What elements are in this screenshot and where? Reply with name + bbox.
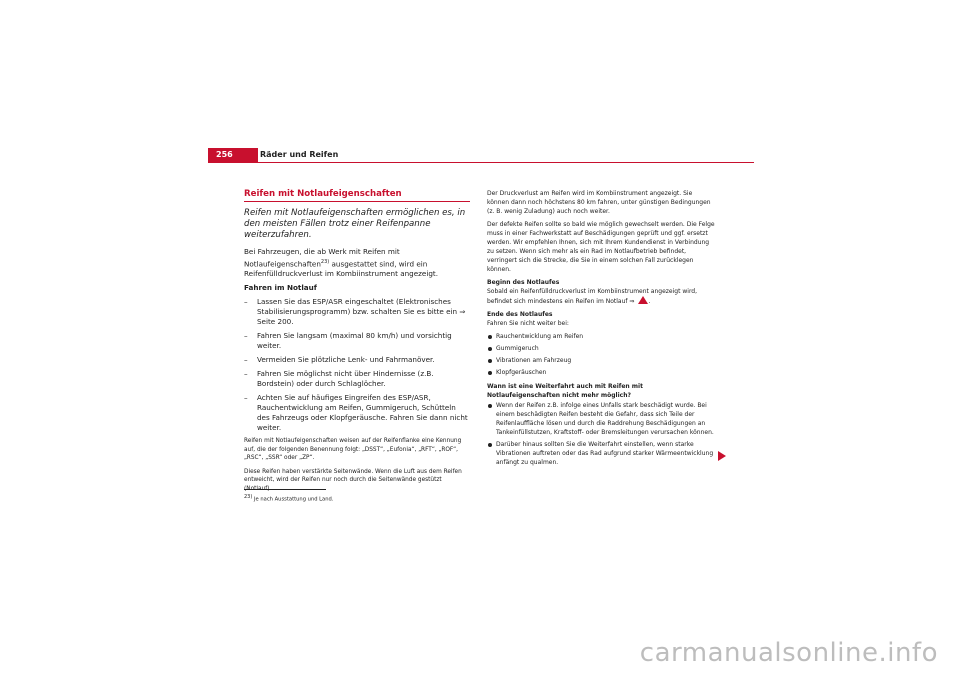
list-item: – Vermeiden Sie plötzliche Lenk- und Fahrmanöver. [244, 355, 470, 365]
warning-icon [638, 296, 648, 304]
note-paragraph: Diese Reifen haben verstärkte Seitenwände. Wenn die Luft aus dem Reifen entweicht, wird der Reifen nur noch durch die Seitenwände gestützt [244, 468, 462, 484]
chapter-title: Räder und Reifen [260, 150, 339, 159]
header-rule [208, 162, 754, 163]
list-item: Gummigeruch [487, 344, 715, 353]
list-item: – Lassen Sie das ESP/ASR eingeschaltet (Elektronisches Stabilisierungsprogramm) bzw. schalten Sie es bitte ein ⇒ Seite 200. [244, 297, 470, 327]
section-title: Reifen mit Notlaufeigenschaften [244, 189, 402, 199]
list-item: Rauchentwicklung am Reifen [487, 332, 715, 341]
list-item: – Fahren Sie möglichst nicht über Hindernisse (z.B. Bordstein) oder durch Schlaglöcher. [244, 369, 470, 389]
title-rule [244, 201, 470, 202]
list-item: Klopfgeräuschen [487, 368, 715, 377]
paragraph: Sobald ein Reifenfülldruckverlust im Kombiinstrument angezeigt wird, befindet sich mindestens ein Reifen im Notlauf ⇒ . [487, 288, 698, 305]
bullet-list-2 [487, 401, 715, 467]
continue-arrow-icon [718, 451, 726, 461]
note-paragraph: Reifen mit Notlaufeigenschaften weisen auf der Reifenflanke eine Kennung auf, die der folgenden Benennung folgt: „DSST“, „Eufonia“, „RFT“, „ROF“, „RSC“, „SSR“ oder „ZP“. [244, 438, 462, 462]
right-column [487, 189, 715, 472]
section-subtitle: Reifen mit Notlaufeigenschaften ermöglichen es, in den meisten Fällen trotz einer Reifenpanne weiterzufahren. [244, 208, 466, 240]
heading-notlauf: Fahren im Notlauf [244, 283, 317, 293]
list-item: – Fahren Sie langsam (maximal 80 km/h) und vorsichtig weiter. [244, 331, 470, 351]
list-item: Vibrationen am Fahrzeug [487, 356, 715, 365]
footnote-rule [244, 489, 326, 490]
list-item: Wenn der Reifen z.B. infolge eines Unfalls stark beschädigt wurde. Bei einem beschädigten Reifen besteht die Gefahr, dass sich Teile der Reifenlauffläche lösen und durch die Raddrehung Beschädigungen an Tankeinfüllstutzen, Kraftstoff- oder Bremsleitungen verursachen können. [487, 401, 715, 437]
list-item: Darüber hinaus sollten Sie die Weiterfahrt einstellen, wenn starke Vibrationen auftreten oder das Rad aufgrund starker Wärmeentwicklung anfängt zu qualmen. [487, 440, 715, 467]
paragraph: Fahren Sie nicht weiter bei: [487, 320, 569, 327]
page-number: 256 [208, 148, 258, 162]
instruction-list [244, 297, 470, 433]
heading-weiterfahrt: Wann ist eine Weiterfahrt auch mit Reifen mit Notlaufeigenschaften nicht mehr möglich? [487, 383, 643, 399]
left-column [244, 188, 470, 498]
note-block [244, 437, 470, 493]
bullet-list [487, 332, 715, 377]
heading-ende: Ende des Notlaufes [487, 311, 553, 318]
list-item: – Achten Sie auf häufiges Eingreifen des ESP/ASR, Rauchentwicklung am Reifen, Gummigeruch, Schütteln des Fahrzeugs oder Klopfgeräusche. Fahren Sie dann nicht weiter. [244, 393, 470, 433]
intro-paragraph: Bei Fahrzeugen, die ab Werk mit Reifen mit Notlaufeigenschaften$^{23)}$ ausgestattet sind, wird ein Reifenfülldruckverlust im Kombiinstrument angezeigt. [244, 247, 438, 279]
watermark: carmanualsonline.info [639, 638, 938, 668]
footnote-ref: 23) [320, 259, 330, 265]
paragraph: Der defekte Reifen sollte so bald wie möglich gewechselt werden. Die Felge muss in einer Fachwerkstatt auf Beschädigungen geprüft und ggf. ersetzt werden. Wir empfehlen Ihnen, sich mit Ihrem Kundendienst in Verbindung zu setzen. Wenn sich mehr als ein Rad im Notlaufbetrieb befindet, verringert sich die Strecke, die Sie in einem solchen Fall zurücklegen können. [487, 221, 715, 273]
paragraph: Der Druckverlust am Reifen wird im Kombiinstrument angezeigt. Sie können dann noch höchstens 80 km fahren, unter günstigen Bedingungen (z. B. wenig Zuladung) auch noch weiter. [487, 190, 711, 215]
heading-beginn: Beginn des Notlaufes [487, 279, 560, 286]
footnote: $^{23)}$ Je nach Ausstattung und Land. [244, 494, 334, 503]
